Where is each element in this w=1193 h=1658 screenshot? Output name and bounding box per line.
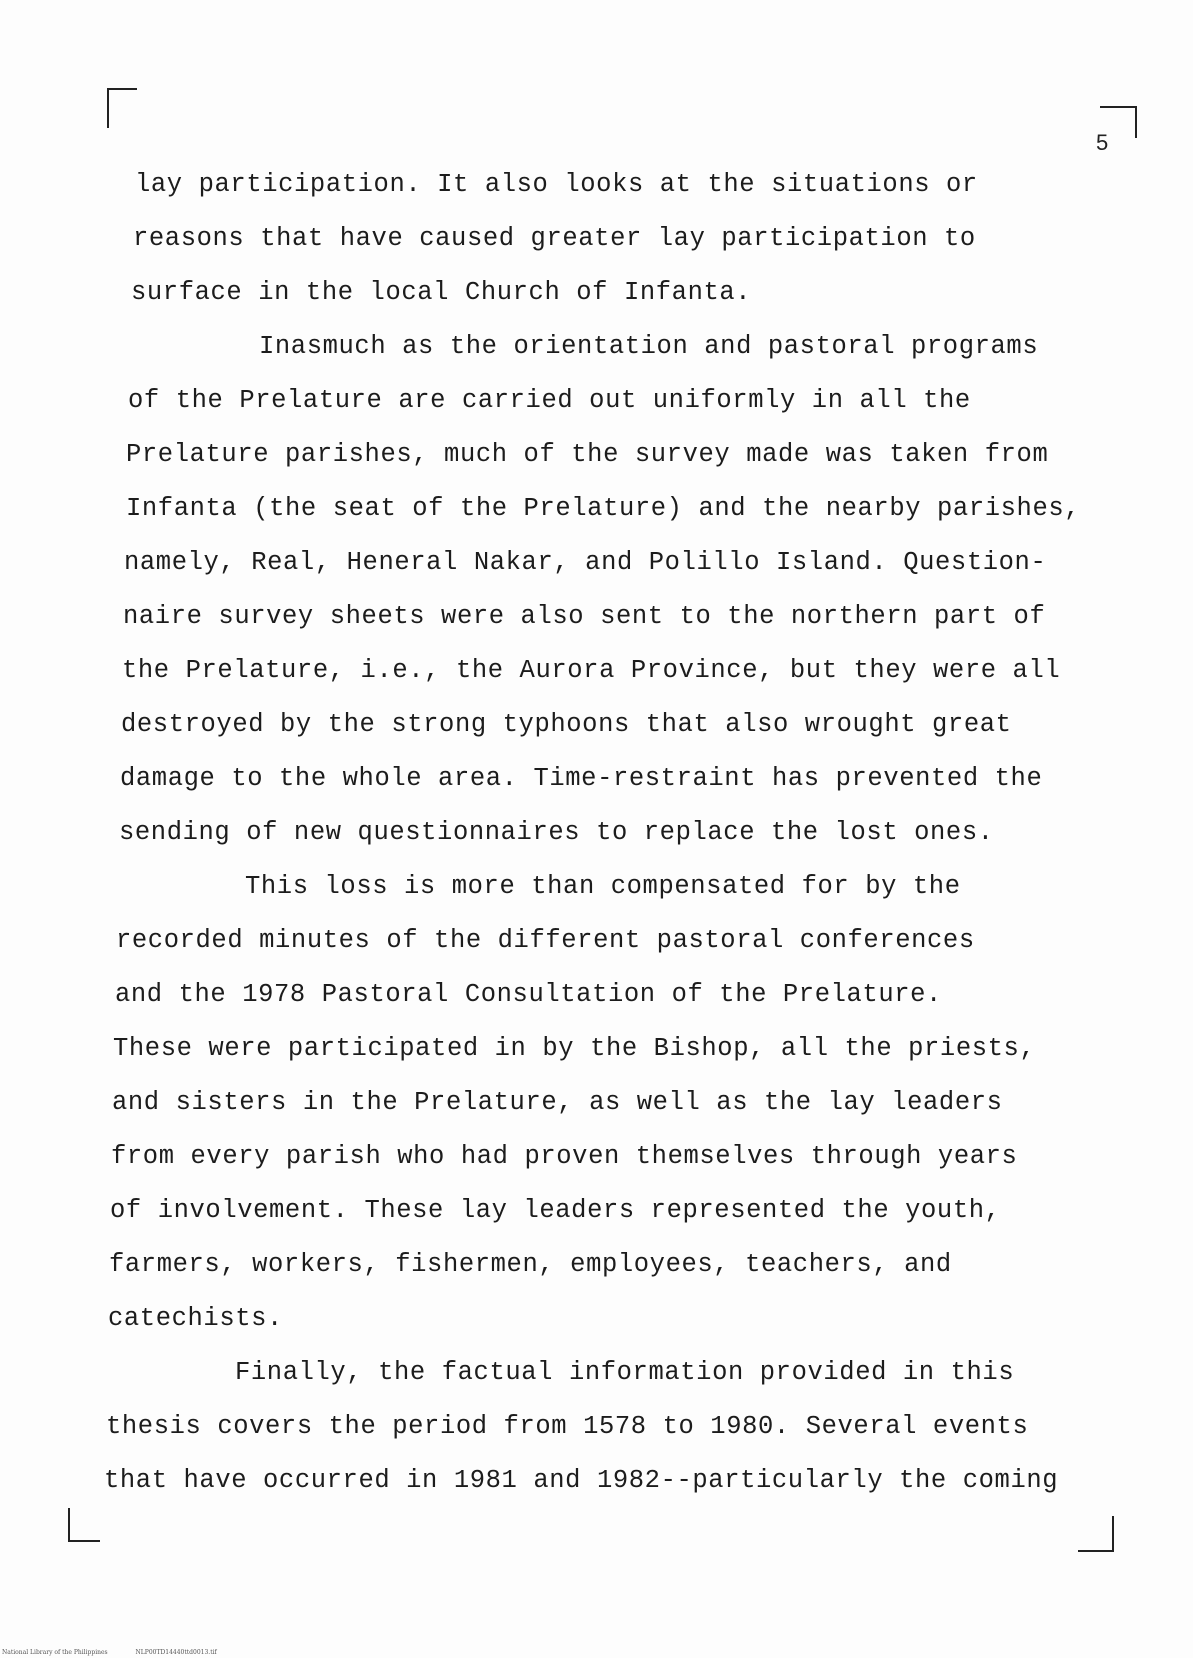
- text-line: These were participated in by the Bishop, all the priests,: [113, 1034, 1036, 1063]
- crop-mark-bottom-right: [1078, 1550, 1114, 1552]
- text-line: This loss is more than compensated for by the: [245, 872, 961, 901]
- text-line: that have occurred in 1981 and 1982--particularly the coming: [104, 1466, 1059, 1495]
- text-line: Finally, the factual information provided in this: [235, 1358, 1015, 1387]
- footer-library: National Library of the Philippines: [2, 1649, 108, 1656]
- text-line: of involvement. These lay leaders represented the youth,: [110, 1196, 1001, 1225]
- text-line: thesis covers the period from 1578 to 1980. Several events: [106, 1412, 1029, 1441]
- text-line: surface in the local Church of Infanta.: [131, 278, 752, 307]
- text-line: of the Prelature are carried out uniformly in all the: [128, 386, 971, 415]
- text-line: lay participation. It also looks at the situations or: [135, 170, 978, 199]
- text-line: and the 1978 Pastoral Consultation of the Prelature.: [115, 980, 942, 1009]
- footer-file-id: NLP00TD14440ttd0013.tif: [135, 1649, 217, 1656]
- text-line: destroyed by the strong typhoons that also wrought great: [121, 710, 1012, 739]
- crop-mark-top-right: [1100, 106, 1137, 108]
- crop-mark-top-right: [1135, 106, 1137, 138]
- text-line: Infanta (the seat of the Prelature) and the nearby parishes,: [126, 494, 1081, 523]
- crop-mark-bottom-left: [68, 1540, 100, 1542]
- text-line: and sisters in the Prelature, as well as the lay leaders: [112, 1088, 1003, 1117]
- text-line: catechists.: [108, 1304, 283, 1333]
- crop-mark-bottom-left: [68, 1508, 70, 1542]
- text-line: recorded minutes of the different pastoral conferences: [116, 926, 975, 955]
- text-line: namely, Real, Heneral Nakar, and Polillo Island. Question-: [124, 548, 1047, 577]
- text-line: the Prelature, i.e., the Aurora Province, but they were all: [122, 656, 1061, 685]
- page-number: 5: [1096, 130, 1109, 155]
- text-line: sending of new questionnaires to replace the lost ones.: [119, 818, 994, 847]
- text-line: naire survey sheets were also sent to the northern part of: [123, 602, 1046, 631]
- text-line: Inasmuch as the orientation and pastoral programs: [259, 332, 1039, 361]
- crop-mark-top-left: [107, 88, 109, 128]
- scan-footer: [2, 1649, 243, 1656]
- crop-mark-bottom-right: [1112, 1516, 1114, 1552]
- text-line: Prelature parishes, much of the survey made was taken from: [126, 440, 1049, 469]
- text-line: from every parish who had proven themselves through years: [111, 1142, 1018, 1171]
- crop-mark-top-left: [107, 88, 137, 90]
- text-line: farmers, workers, fishermen, employees, teachers, and: [109, 1250, 952, 1279]
- text-line: damage to the whole area. Time-restraint has prevented the: [120, 764, 1043, 793]
- text-line: reasons that have caused greater lay participation to: [133, 224, 976, 253]
